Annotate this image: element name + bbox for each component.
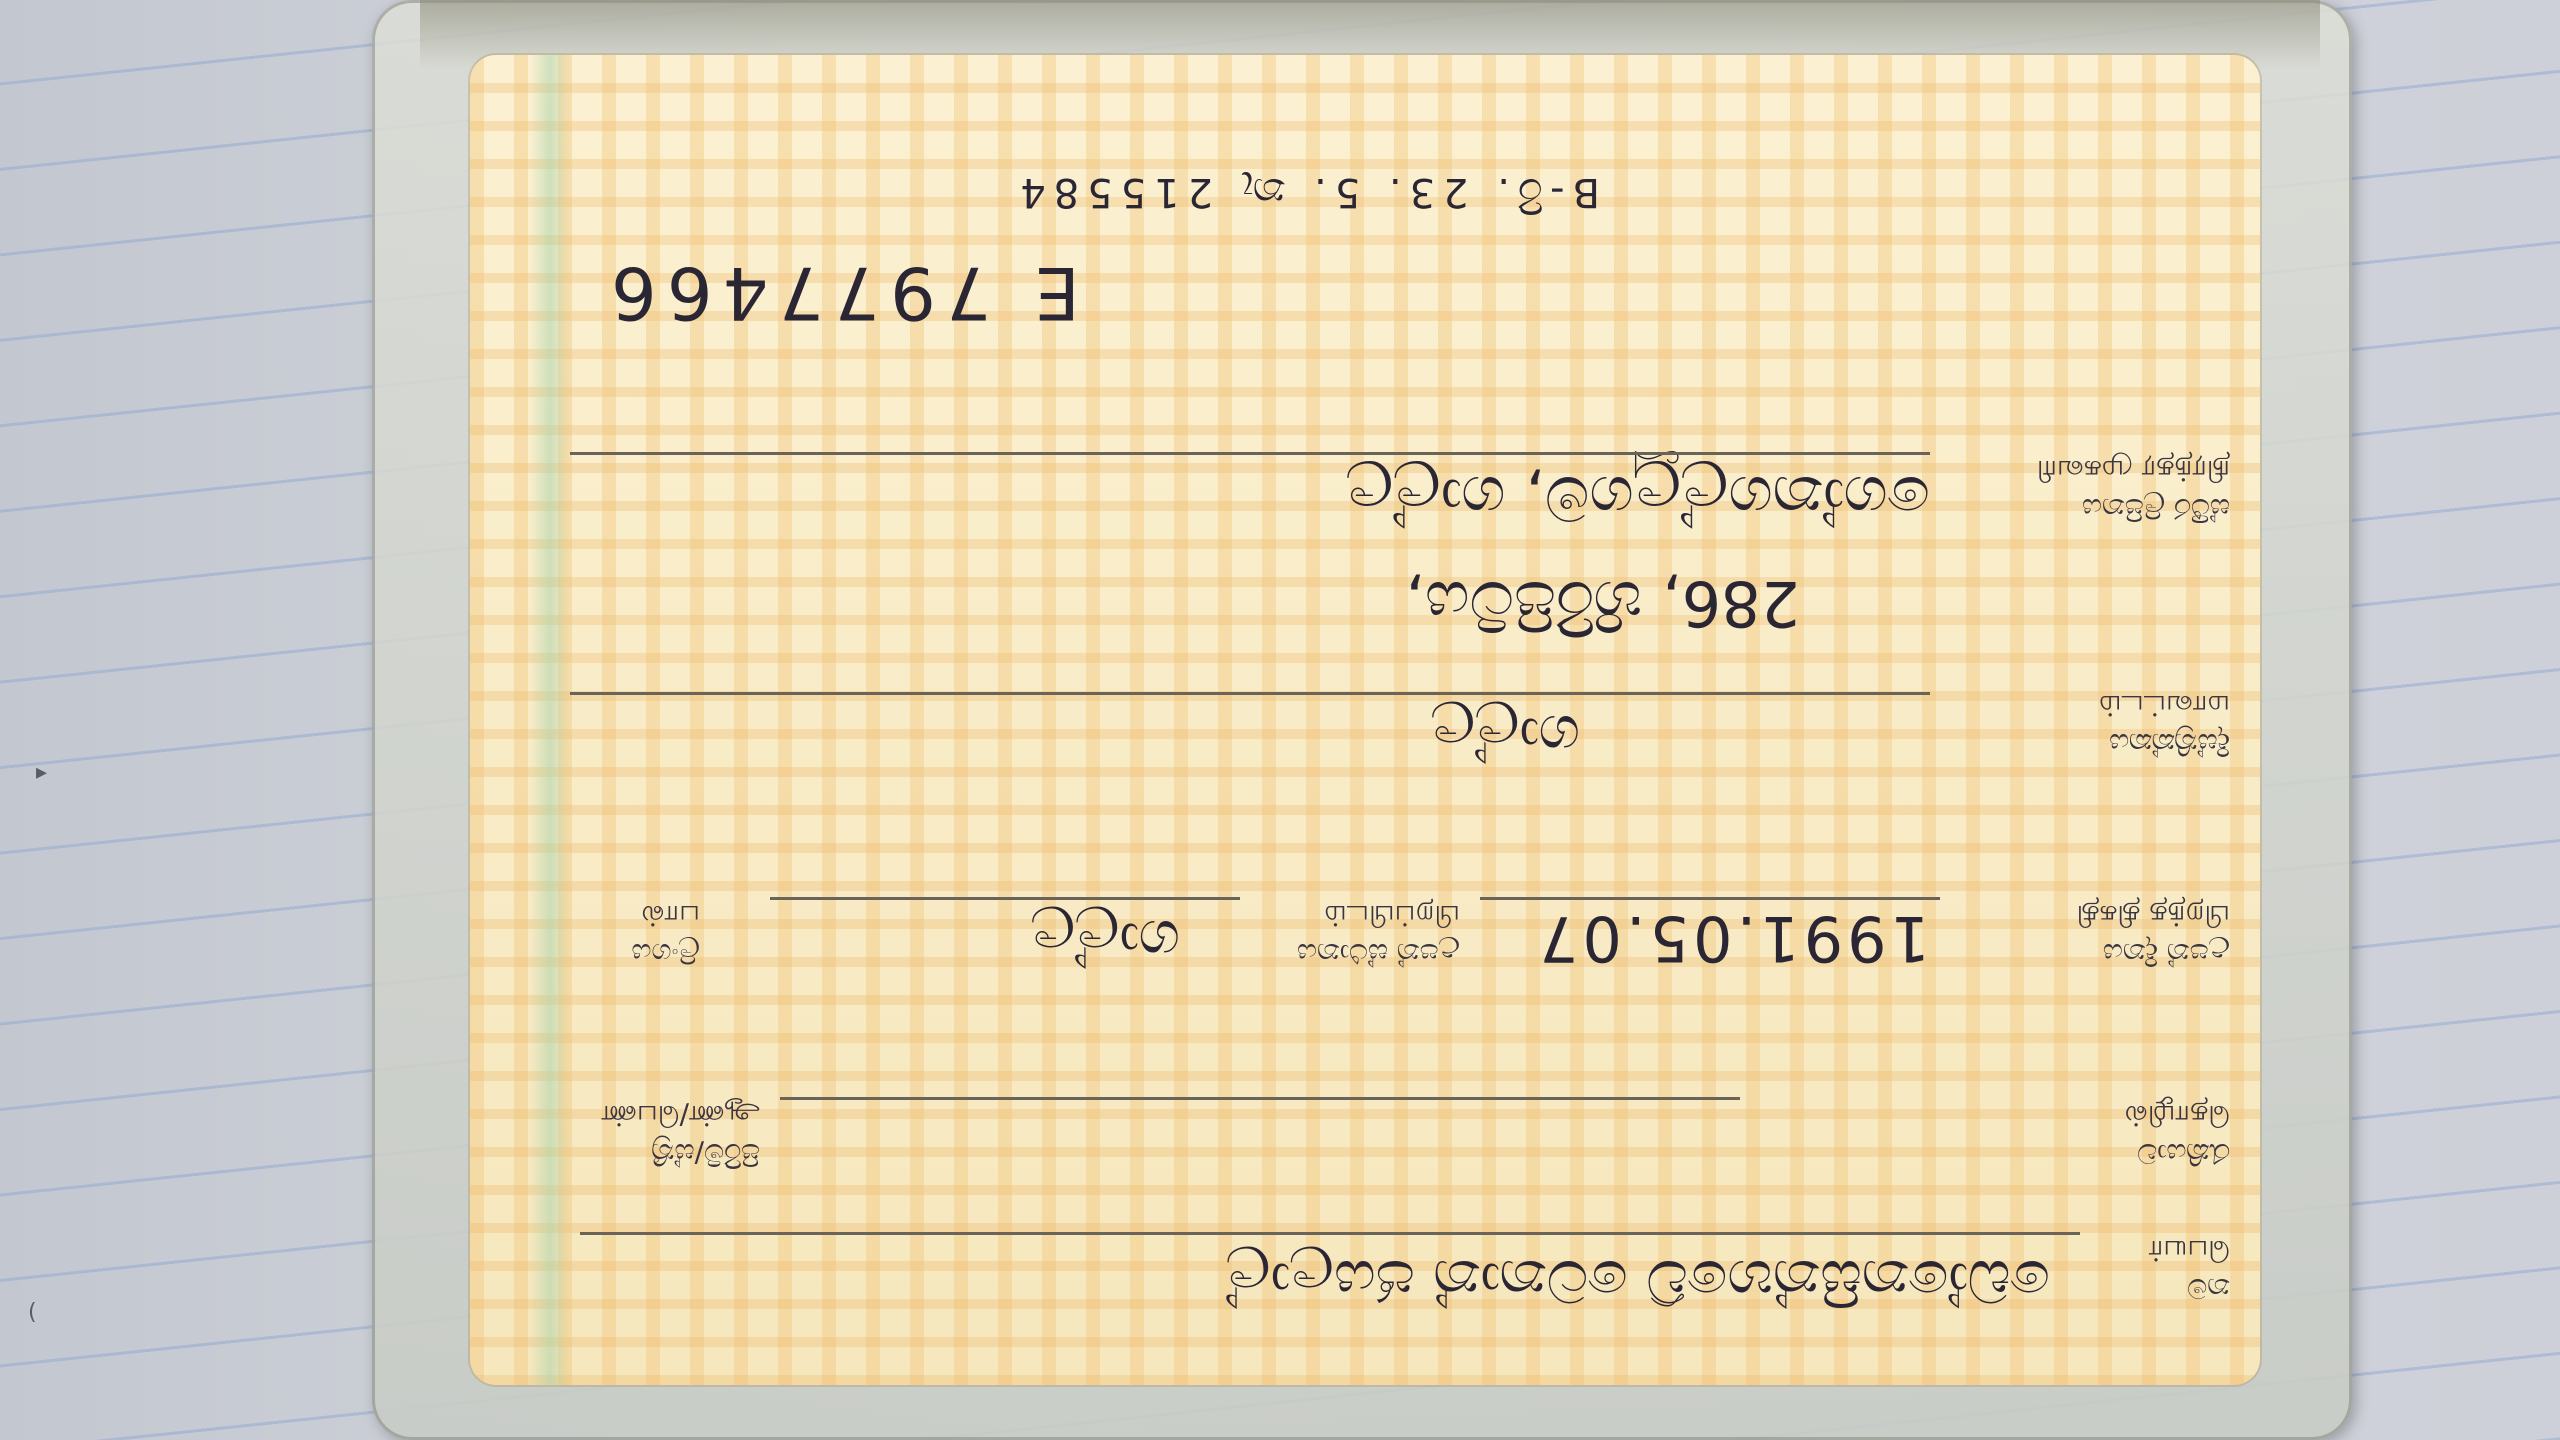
birth-date-label-ta: பிறந்த திகதி [2076, 899, 2230, 932]
gender-extra-ta: ஆண்/பெண் [601, 1099, 760, 1132]
national-id-card [470, 55, 2260, 1385]
card-content-rotated [470, 55, 2260, 1385]
paper-margin-mark: ▸ [36, 760, 48, 785]
birth-date-label-si: උපන් දිනය [2102, 937, 2230, 970]
birth-date-underline [1480, 897, 1940, 900]
birth-place-label-si: උපන් ස්ථානය [1296, 937, 1460, 970]
address-label-si: ස්ථිර ලිපිනය [2081, 492, 2230, 525]
address-label-ta: நிரந்தர முகவரி [2036, 454, 2230, 487]
name-underline [580, 1232, 2080, 1235]
gender-label-ta: பால் [641, 899, 700, 932]
district-label-si: දිස්ත්‍රික්කය [2109, 727, 2230, 760]
header-note: B-රි. 23. 5. නැ 215584 [1012, 169, 1600, 215]
birth-place-underline [770, 897, 1240, 900]
gender-extra-si: පිරිමි/ස්ත්‍රී [651, 1137, 760, 1170]
serial-number: E 7977466 [600, 251, 1080, 335]
profession-label-si: රැකියාව [2137, 1137, 2230, 1170]
profession-underline [780, 1097, 1740, 1100]
district-underline [570, 692, 1930, 695]
district-value: ගාල්ල [1430, 702, 1580, 770]
paper-margin-mark: ( [28, 1300, 37, 1325]
birth-date-value: 1991.05.07 [1535, 902, 1930, 975]
address-line-1: 286, හිරිපිටිය, [1405, 567, 1800, 640]
address-underline [570, 452, 1930, 455]
birth-place-value: ගාල්ල [1030, 907, 1180, 975]
district-label-ta: மாவட்டம் [2098, 689, 2230, 722]
name-value: ඩෝනෙසින්හවේ ටෙනාන් ජයලාල් [1226, 1247, 2050, 1315]
name-label-si: නම [2187, 1272, 2230, 1305]
gender-label-si: ලිංගය [631, 937, 700, 970]
address-line-2: ගෝනගල්ලූගම, ගාල්ල [1346, 462, 1930, 535]
birth-place-label-ta: பிறப்பிடம் [1324, 899, 1460, 932]
profession-label-ta: தொழில் [2124, 1099, 2230, 1132]
name-label-ta: பெயர் [2148, 1234, 2230, 1267]
